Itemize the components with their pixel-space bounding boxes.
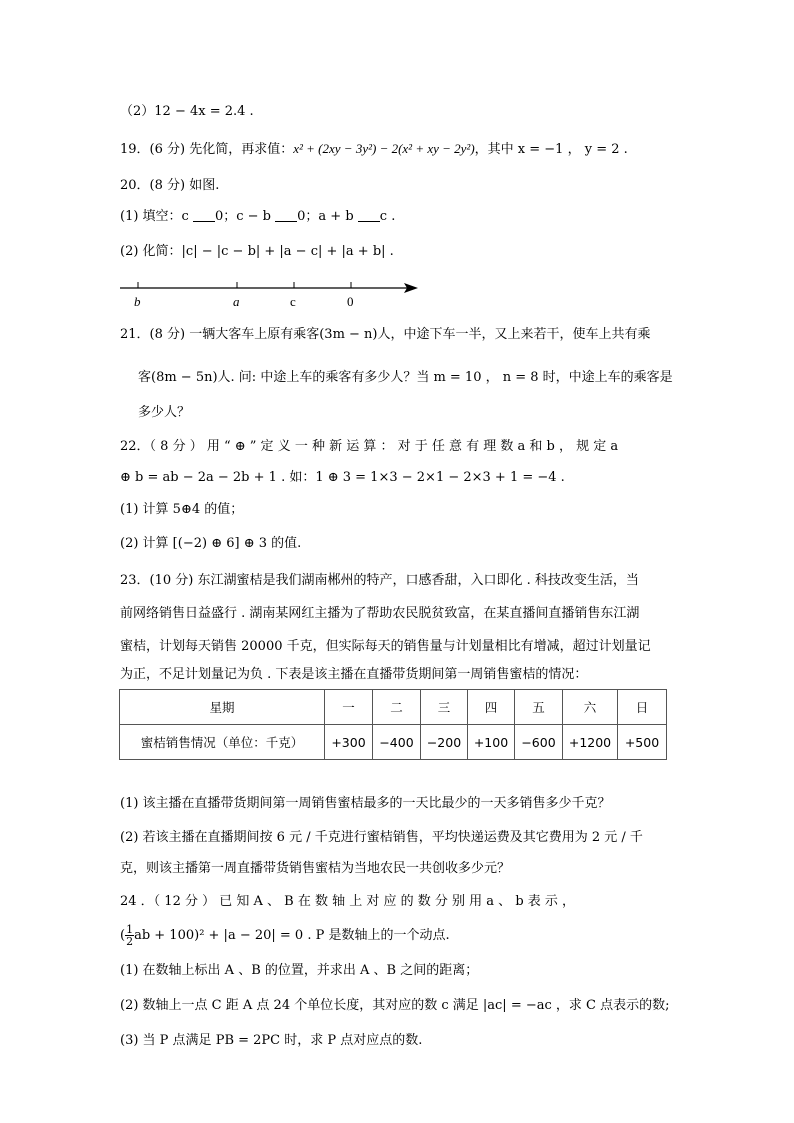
table-cell: +500 <box>618 725 667 760</box>
q23-line1: 23．(10 分) 东江湖蜜桔是我们湖南郴州的特产，口感香甜，入口即化 . 科技改变生活，当 <box>120 573 639 588</box>
q23-line3: 蜜桔，计划每天销售 20000 千克，但实际每天的销售量与计划量相比有增减，超过计划量记 <box>120 639 651 654</box>
q19-head: 19．(6 分) 先化简，再求值： <box>120 142 294 157</box>
table-cell: 蜜桔销售情况（单位：千克） <box>120 725 325 760</box>
q23-part1: (1) 该主播在直播带货期间第一周销售蜜桔最多的一天比最少的一天多销售多少千克？ <box>120 796 611 811</box>
table-header-row <box>120 690 667 725</box>
q20-part1-c: 0；a + b <box>297 209 354 224</box>
q23-part2-line1: (2) 若该主播在直播期间按 6 元 / 千克进行蜜桔销售，平均快递运费及其它费用为 2 元 / 千 <box>120 830 643 845</box>
table-header-cell: 日 <box>618 690 667 725</box>
q23-part2-line2: 克，则该主播第一周直播带货销售蜜桔为当地农民一共创收多少元？ <box>120 861 511 876</box>
q22-part2: (2) 计算 [(−2) ⊕ 6] ⊕ 3 的值. <box>120 536 302 551</box>
q20-part1-b: 0；c − b <box>214 209 271 224</box>
q24-line2-rest: ab + 100)² + |a − 20| = 0 . P 是数轴上的一个动点. <box>134 928 450 943</box>
table-header-cell: 二 <box>373 690 421 725</box>
q20-part1 <box>120 208 395 226</box>
table-header-cell: 四 <box>468 690 515 725</box>
q23-line4: 为正，不足计划量记为负 . 下表是该主播在直播带货期间第一周销售蜜桔的情况： <box>120 667 588 682</box>
table-cell: −400 <box>373 725 421 760</box>
q20-part1-d: c . <box>379 209 396 224</box>
q21-line1: 21．(8 分) 一辆大客车上原有乘客(3m − n)人，中途下车一半，又上来若干，使车上共有乘 <box>120 327 651 342</box>
label-c: c <box>290 294 296 309</box>
table-header-cell: 三 <box>421 690 468 725</box>
q21-line3: 多少人？ <box>138 405 191 420</box>
label-a: a <box>233 294 240 309</box>
table-cell: +1200 <box>563 725 618 760</box>
sales-table <box>119 689 667 760</box>
table-row <box>120 725 667 760</box>
table-header-cell: 五 <box>515 690 563 725</box>
table-cell: +300 <box>325 725 373 760</box>
table-header-cell: 星期 <box>120 690 325 725</box>
answer-blank <box>193 209 215 222</box>
label-b: b <box>134 294 141 309</box>
q24-line2 <box>120 924 450 947</box>
q24-part3: (3) 当 P 点满足 PB = 2PC 时，求 P 点对应点的数. <box>120 1033 423 1048</box>
number-line <box>120 278 430 312</box>
q24-line2-open: ( <box>120 928 126 943</box>
fraction-denominator: 2 <box>126 935 134 948</box>
label-zero: 0 <box>347 294 354 309</box>
table-cell: −600 <box>515 725 563 760</box>
q22-part1: (1) 计算 5⊕4 的值； <box>120 502 244 517</box>
q22-line1: 22．（ 8 分 ） 用 “ ⊕ ” 定 义 一 种 新 运 算 ： 对 于 任 意 有 理 数 a 和 b ， 规 定 a <box>120 439 619 454</box>
q24-line1: 24 ．（ 12 分 ） 已 知 A 、 B 在 数 轴 上 对 应 的 数 分 别 用 a 、 b 表 示 ， <box>120 894 576 909</box>
q22-line2: ⊕ b = ab − 2a − 2b + 1 . 如：1 ⊕ 3 = 1×3 − 2×1 − 2×3 + 1 = −4 . <box>120 470 565 485</box>
q20-head: 20．(8 分) 如图. <box>120 178 220 193</box>
q19-tail: ，其中 x = −1 ， y = 2 . <box>474 142 628 157</box>
answer-blank <box>358 209 380 222</box>
fraction-numerator: 1 <box>126 923 134 936</box>
table-cell: −200 <box>421 725 468 760</box>
q24-part2: (2) 数轴上一点 C 距 A 点 24 个单位长度，其对应的数 c 满足 |ac| = −ac ，求 C 点表示的数; <box>120 998 670 1013</box>
q21-line2: 客(8m − 5n)人. 问: 中途上车的乘客有多少人？当 m = 10 ， n = 8 时，中途上车的乘客是 <box>138 370 673 385</box>
q19-expression: x² + (2xy − 3y²) − 2(x² + xy − 2y²) <box>293 141 475 156</box>
answer-blank <box>275 209 297 222</box>
q19-text <box>120 140 628 159</box>
table-header-cell: 一 <box>325 690 373 725</box>
q18-part2: （2）12 − 4x = 2.4 . <box>120 104 254 119</box>
q20-part2: (2) 化简：|c| − |c − b| + |a − c| + |a + b| . <box>120 244 394 259</box>
q23-line2: 前网络销售日益盛行 . 湖南某网红主播为了帮助农民脱贫致富，在某直播间直播销售东江湖 <box>120 606 640 621</box>
table-header-cell: 六 <box>563 690 618 725</box>
table-cell: +100 <box>468 725 515 760</box>
fraction-one-half <box>125 924 134 947</box>
q24-part1: (1) 在数轴上标出 A 、B 的位置，并求出 A 、B 之间的距离； <box>120 963 479 978</box>
q20-part1-a: (1) 填空：c <box>120 209 189 224</box>
